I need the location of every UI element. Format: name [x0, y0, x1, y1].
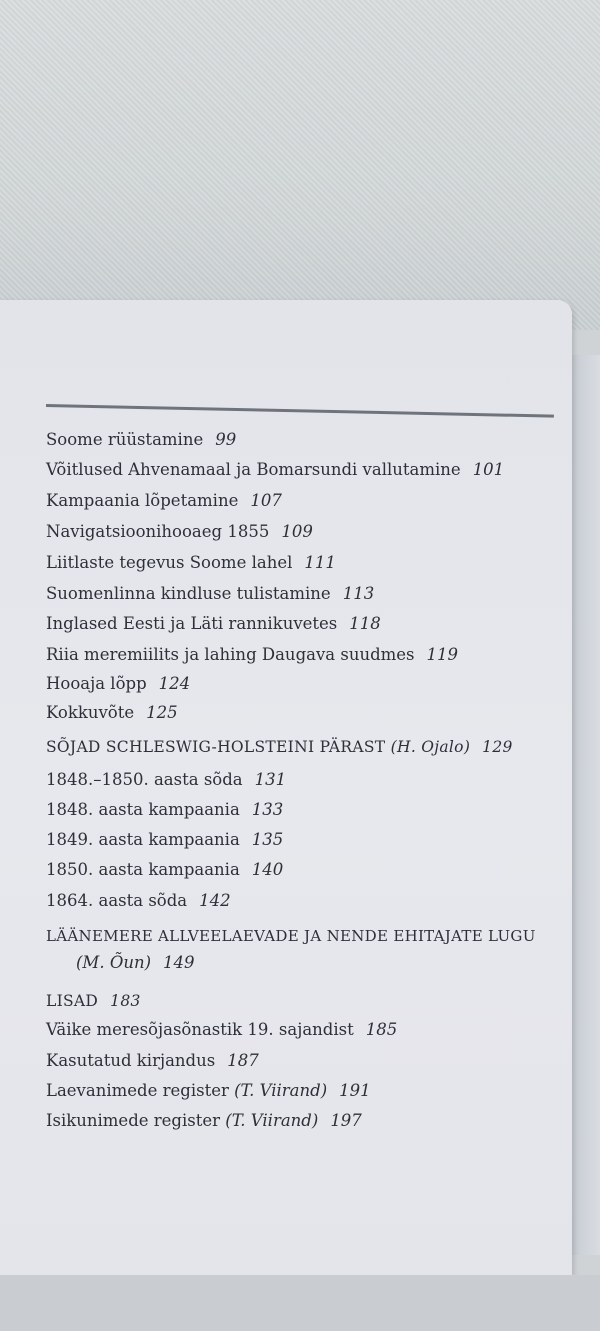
toc-entry	[46, 860, 283, 879]
toc-entry	[46, 1051, 259, 1070]
toc-section-title: SÕJAD SCHLESWIG-HOLSTEINI PÄRAST	[46, 738, 386, 756]
toc-entry-title: Kasutatud kirjandus	[46, 1051, 216, 1070]
background-fabric	[0, 0, 600, 330]
toc-entry	[46, 430, 236, 449]
toc-entry-page: 99	[215, 430, 237, 449]
toc-entry	[46, 645, 458, 664]
toc-entry-title: Väike meresõjasõnastik 19. sajandist	[46, 1020, 354, 1039]
toc-section-heading	[46, 738, 513, 756]
toc-entry-title: Isikunimede register	[46, 1111, 221, 1130]
toc-entry	[46, 800, 283, 819]
toc-entry-page: 124	[158, 674, 191, 693]
toc-entry	[46, 460, 504, 479]
toc-entry-page: 191	[339, 1081, 371, 1100]
toc-entry-page: 125	[146, 703, 178, 722]
toc-entry-page: 118	[349, 614, 381, 633]
toc-section-title: LISAD	[46, 992, 99, 1010]
toc-entry	[46, 553, 336, 572]
toc-entry-page: 131	[254, 770, 287, 789]
toc-entry	[46, 491, 282, 510]
toc-entry-title: Soome rüüstamine	[46, 430, 204, 449]
toc-entry-title: Kampaania lõpetamine	[46, 491, 239, 510]
toc-entry-page: 142	[199, 891, 231, 910]
toc-entry	[46, 891, 231, 910]
toc-section-heading	[46, 927, 536, 945]
toc-entry-page: 111	[304, 553, 336, 572]
toc-entry-page: 185	[365, 1020, 398, 1039]
toc-entry-title: 1849. aasta kampaania	[46, 830, 240, 849]
toc-section-author: (M. Õun)	[76, 953, 152, 972]
toc-entry-title: 1848.–1850. aasta sõda	[46, 770, 243, 789]
toc-entry-page: 140	[251, 860, 284, 879]
book-bottom-edge	[0, 1275, 600, 1331]
toc-entry-page: 133	[251, 800, 284, 819]
toc-entry-title: Hooaja lõpp	[46, 674, 147, 693]
toc-entry	[46, 1081, 371, 1100]
toc-section-page: 129	[482, 738, 513, 756]
toc-entry-page: 135	[251, 830, 284, 849]
toc-entry-title: Riia meremiilits ja lahing Daugava suudmes	[46, 645, 415, 664]
toc-section-heading	[46, 992, 141, 1010]
toc-section-heading-cont	[76, 953, 195, 972]
toc-entry-title: Võitlused Ahvenamaal ja Bomarsundi vallutamine	[46, 460, 461, 479]
toc-section-author: (H. Ojalo)	[390, 738, 471, 756]
toc-entry	[46, 522, 313, 541]
toc-entry-title: Kokkuvõte	[46, 703, 135, 722]
toc-entry-page: 107	[250, 491, 282, 510]
toc-entry	[46, 1111, 362, 1130]
toc-entry-title: Navigatsioonihooaeg 1855	[46, 522, 270, 541]
toc-entry-page: 109	[281, 522, 313, 541]
toc-entry	[46, 703, 178, 722]
toc-section-title: LÄÄNEMERE ALLVEELAEVADE JA NENDE EHITAJATE LUGU	[46, 927, 536, 945]
toc-entry-page: 101	[472, 460, 505, 479]
toc-entry-author: (T. Viirand)	[234, 1081, 328, 1100]
toc-entry-page: 113	[342, 584, 375, 603]
toc-entry-title: Laevanimede register	[46, 1081, 229, 1100]
toc-section-page: 149	[163, 953, 195, 972]
toc-entry-title: 1848. aasta kampaania	[46, 800, 240, 819]
toc-entry-title: 1864. aasta sõda	[46, 891, 188, 910]
toc-entry-title: Liitlaste tegevus Soome lahel	[46, 553, 293, 572]
toc-entry	[46, 830, 283, 849]
toc-entry-title: Suomenlinna kindluse tulistamine	[46, 584, 331, 603]
toc-entry	[46, 674, 190, 693]
toc-entry-page: 119	[426, 645, 459, 664]
toc-entry	[46, 584, 374, 603]
toc-entry	[46, 614, 381, 633]
toc-entry-author: (T. Viirand)	[225, 1111, 319, 1130]
toc-entry-title: Inglased Eesti ja Läti rannikuvetes	[46, 614, 338, 633]
toc-entry	[46, 770, 286, 789]
toc-section-page: 183	[110, 992, 141, 1010]
toc-entry-page: 197	[330, 1111, 362, 1130]
toc-entry-title: 1850. aasta kampaania	[46, 860, 240, 879]
toc-entry	[46, 1020, 397, 1039]
toc-entry-page: 187	[227, 1051, 259, 1070]
